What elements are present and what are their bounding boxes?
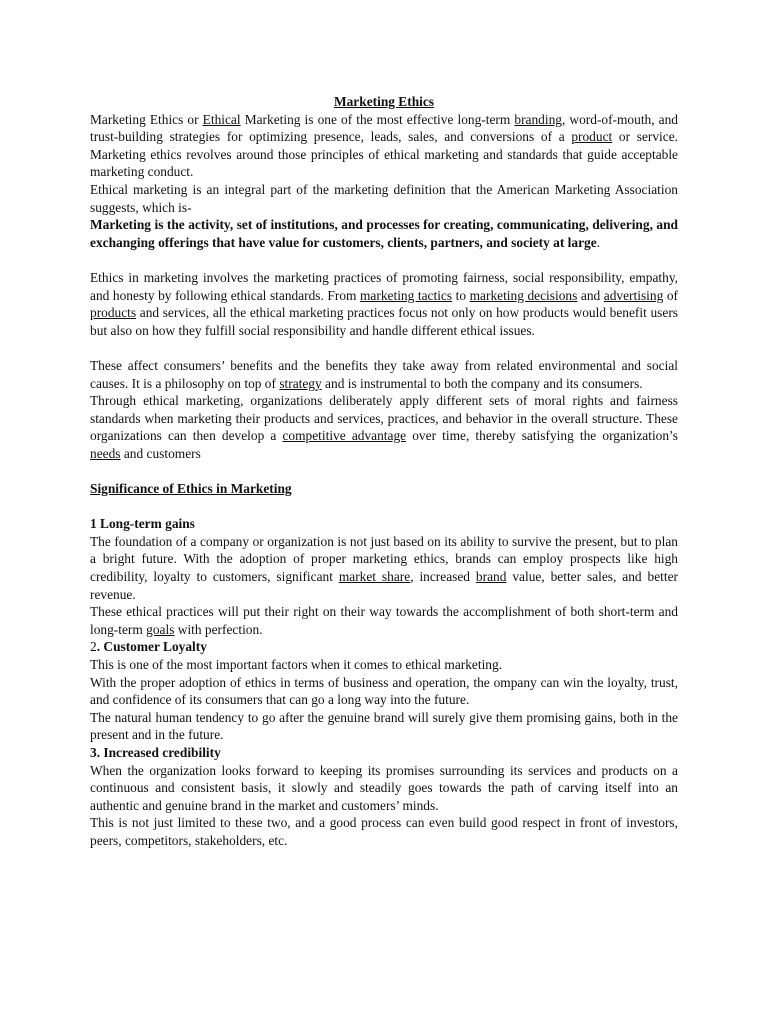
text-run: and is instrumental to both the company and its consumers. [321, 375, 643, 391]
link-advertising[interactable]: advertising [603, 287, 664, 303]
link-products[interactable]: products [90, 305, 137, 321]
section-title: Significance of Ethics in Marketing [90, 481, 292, 497]
blank-line [90, 498, 678, 516]
link-competitive-advantage[interactable]: competitive advantage [282, 428, 407, 444]
text-run: Marketing is one of the most effective long-term [240, 111, 515, 127]
text-run: The foundation of a company or organization is not just based on its ability to survive the present, but to plan a bright future. With the adoption of proper marketing ethics, brands can employ prospects like high credibility, loyalty to customers, significant [90, 533, 678, 585]
document-page [90, 93, 678, 850]
link-market-share[interactable]: market share [338, 569, 411, 585]
heading-label: . Customer Loyalty [96, 639, 207, 655]
link-ethical[interactable]: Ethical [202, 111, 241, 127]
definition-bold: Marketing is the activity, set of institutions, and processes for creating, communicating, delivering, and exchanging offerings that have value for customers, clients, partners, and society at large [90, 217, 678, 250]
text-run: with perfection. [174, 621, 263, 637]
paragraph-intro [90, 111, 678, 181]
text-run: over time, thereby satisfying the organization’s [406, 428, 678, 444]
text-run: value, better sales, and better revenue. [90, 569, 678, 602]
paragraph-definition [90, 216, 678, 251]
paragraph-proper-adoption: With the proper adoption of ethics in terms of business and operation, the ompany can win the loyalty, trust, and confidence of its consumers that can go a long way into the future. [90, 674, 678, 708]
text-run: and customers [120, 445, 201, 461]
text-run: to [452, 287, 470, 303]
text-run: of [663, 287, 678, 303]
link-needs[interactable]: needs [90, 445, 121, 461]
heading-number: 2 [90, 639, 97, 655]
heading-increased-credibility: 3. Increased credibility [90, 744, 221, 760]
paragraph-important-factor: This is one of the most important factors when it comes to ethical marketing. [90, 657, 503, 672]
link-marketing-tactics[interactable]: marketing tactics [360, 287, 453, 303]
text-run: , word-of-mouth, and trust-building strategies for optimizing presence, leads, sales, and conversions of a [90, 111, 678, 145]
text-run: Ethics in marketing involves the marketing practices of promoting fairness, social responsibility, empathy, and honesty by following ethical standards. From [90, 269, 678, 303]
blank-line [90, 339, 678, 357]
paragraph-promises: When the organization looks forward to keeping its promises surrounding its services and products on a continuous and consistent basis, it slowly and steadily goes towards the path of carving itself into an authentic and genuine brand in the market and customers’ minds. [90, 762, 678, 813]
link-product[interactable]: product [571, 129, 613, 145]
link-branding[interactable]: branding [514, 111, 562, 127]
text-run: These ethical practices will put their right on their way towards the accomplishment of both short-term and long-term [90, 604, 678, 637]
link-marketing-decisions[interactable]: marketing decisions [469, 287, 578, 303]
text-run: and services, all the ethical marketing practices focus not only on how products would benefit users but also on how they fulfill social responsibility and handle different ethical issues. [90, 305, 678, 338]
paragraph-respect: This is not just limited to these two, and a good process can even build good respect in front of investors, peers, competitors, stakeholders, etc. [90, 815, 678, 848]
text-run: and [577, 287, 604, 303]
link-brand[interactable]: brand [475, 569, 507, 585]
paragraph-foundation [90, 533, 678, 603]
text-run: or service. Marketing ethics revolves around those principles of ethical marketing and standards that guide acceptable marketing conduct. [90, 129, 678, 180]
text-run: Marketing Ethics or [90, 111, 203, 127]
text-run: , increased [410, 569, 476, 585]
paragraph-consumer-benefits [90, 357, 678, 392]
paragraph-natural-tendency: The natural human tendency to go after the genuine brand will surely give them promising gains, both in the present and in the future. [90, 709, 678, 743]
heading-customer-loyalty [90, 638, 678, 656]
paragraph-through-ethical-marketing [90, 392, 678, 462]
paragraph-ama: Ethical marketing is an integral part of the marketing definition that the American Marketing Association suggests, which is- [90, 181, 678, 215]
link-goals[interactable]: goals [146, 621, 175, 637]
paragraph-goals [90, 603, 678, 638]
text-run: . [596, 234, 601, 250]
text-run: Through ethical marketing, organizations deliberately apply different sets of moral rights and fairness standards when marketing their products and services, practices, and behavior in the overall structure. These organizations can then develop a [90, 393, 678, 444]
heading-long-term-gains: 1 Long-term gains [90, 516, 195, 532]
text-run: These affect consumers’ benefits and the benefits they take away from related environmental and social causes. It is a philosophy on top of [90, 357, 678, 391]
document-title: Marketing Ethics [333, 94, 435, 109]
blank-line [90, 251, 678, 269]
blank-line [90, 462, 678, 480]
link-strategy[interactable]: strategy [279, 375, 322, 391]
paragraph-ethics-in-marketing [90, 269, 678, 339]
